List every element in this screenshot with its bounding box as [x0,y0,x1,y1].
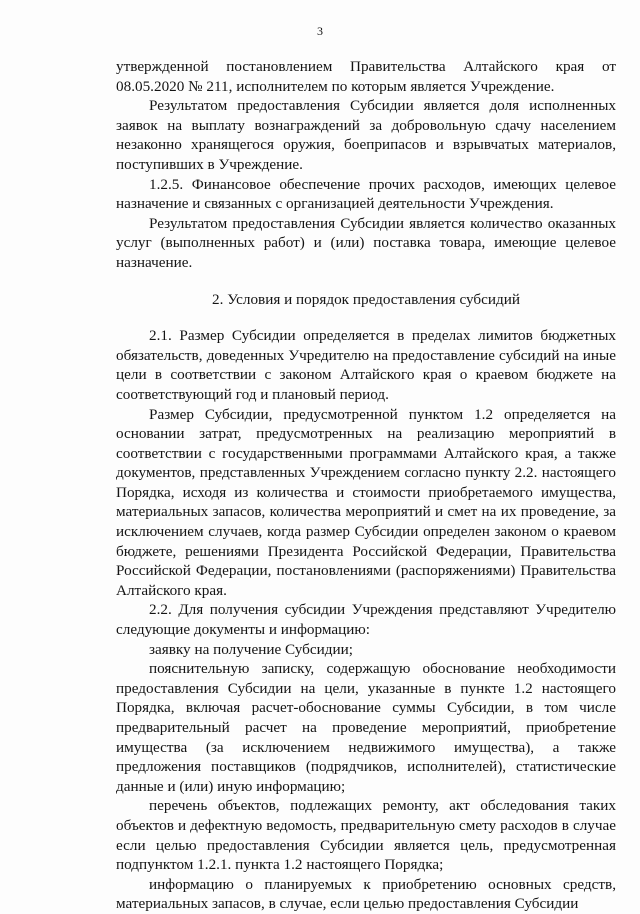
paragraph: 1.2.5. Финансовое обеспечение прочих расходов, имеющих целевое назначение и связанных с организацией деятельности Учреждения. [116,175,616,213]
paragraph: Размер Субсидии, предусмотренной пунктом 1.2 определяется на основании затрат, предусмотренных на реализацию мероприятий в соответствии с государственными программами Алтайского края, а также документов, представленных Учреждением согласно пункту 2.2. настоящего Порядка, исходя из количества и стоимости приобретаемого имущества, материальных запасов, количества мероприятий и смет на их проведение, за исключением случаев, когда размер Субсидии определен законом о краевом бюджете, решениями Президента Российской Федерации, Правительства Российской Федерации, постановлениями (распоряжениями) Правительства Алтайского края. [116,405,616,599]
paragraph: 2.1. Размер Субсидии определяется в пределах лимитов бюджетных обязательств, доведенных Учредителю на предоставление субсидий на иные цели в соответствии с законом Алтайского края о краевом бюджете на соответствующий год и плановый период. [116,327,616,403]
paragraph: заявку на получение Субсидии; [149,640,353,658]
paragraph: утвержденной постановлением Правительства Алтайского края от 08.05.2020 № 211, исполнителем по которым является Учреждение. [116,58,616,95]
paragraph: Результатом предоставления Субсидии является количество оказанных услуг (выполненных работ) и (или) поставка товара, имеющие целевое назначение. [116,214,616,271]
document-body [116,57,616,914]
paragraph: Результатом предоставления Субсидии является доля исполненных заявок на выплату вознаграждений за добровольную сдачу населением незаконно хранящегося оружия, боеприпасов и взрывчатых материалов, поступивших в Учреждение. [116,97,616,173]
paragraph: информацию о планируемых к приобретению основных средств, материальных запасов, в случае, если целью предоставления Субсидии [116,875,616,913]
paragraph: 2.2. Для получения субсидии Учреждения представляют Учредителю следующие документы и информацию: [116,601,616,639]
section-heading: 2. Условия и порядок предоставления субсидий [212,290,520,308]
paragraph: перечень объектов, подлежащих ремонту, акт обследования таких объектов и дефектную ведомость, предварительную смету расходов в случае если целью предоставления Субсидии является цель, предусмотренная подпунктом 1.2.1. пункта 1.2 настоящего Порядка; [116,797,616,874]
paragraph: пояснительную записку, содержащую обоснование необходимости предоставления Субсидии на цели, указанные в пункте 1.2 настоящего Порядка, включая расчет-обоснование суммы Субсидии, в том числе предварительный расчет на проведение мероприятий, приобретение имущества (за исключением недвижимого имущества), а также предложения поставщиков (подрядчиков, исполнителей), статистические данные и (или) иную информацию; [116,660,616,795]
page-number: 3 [317,24,323,38]
